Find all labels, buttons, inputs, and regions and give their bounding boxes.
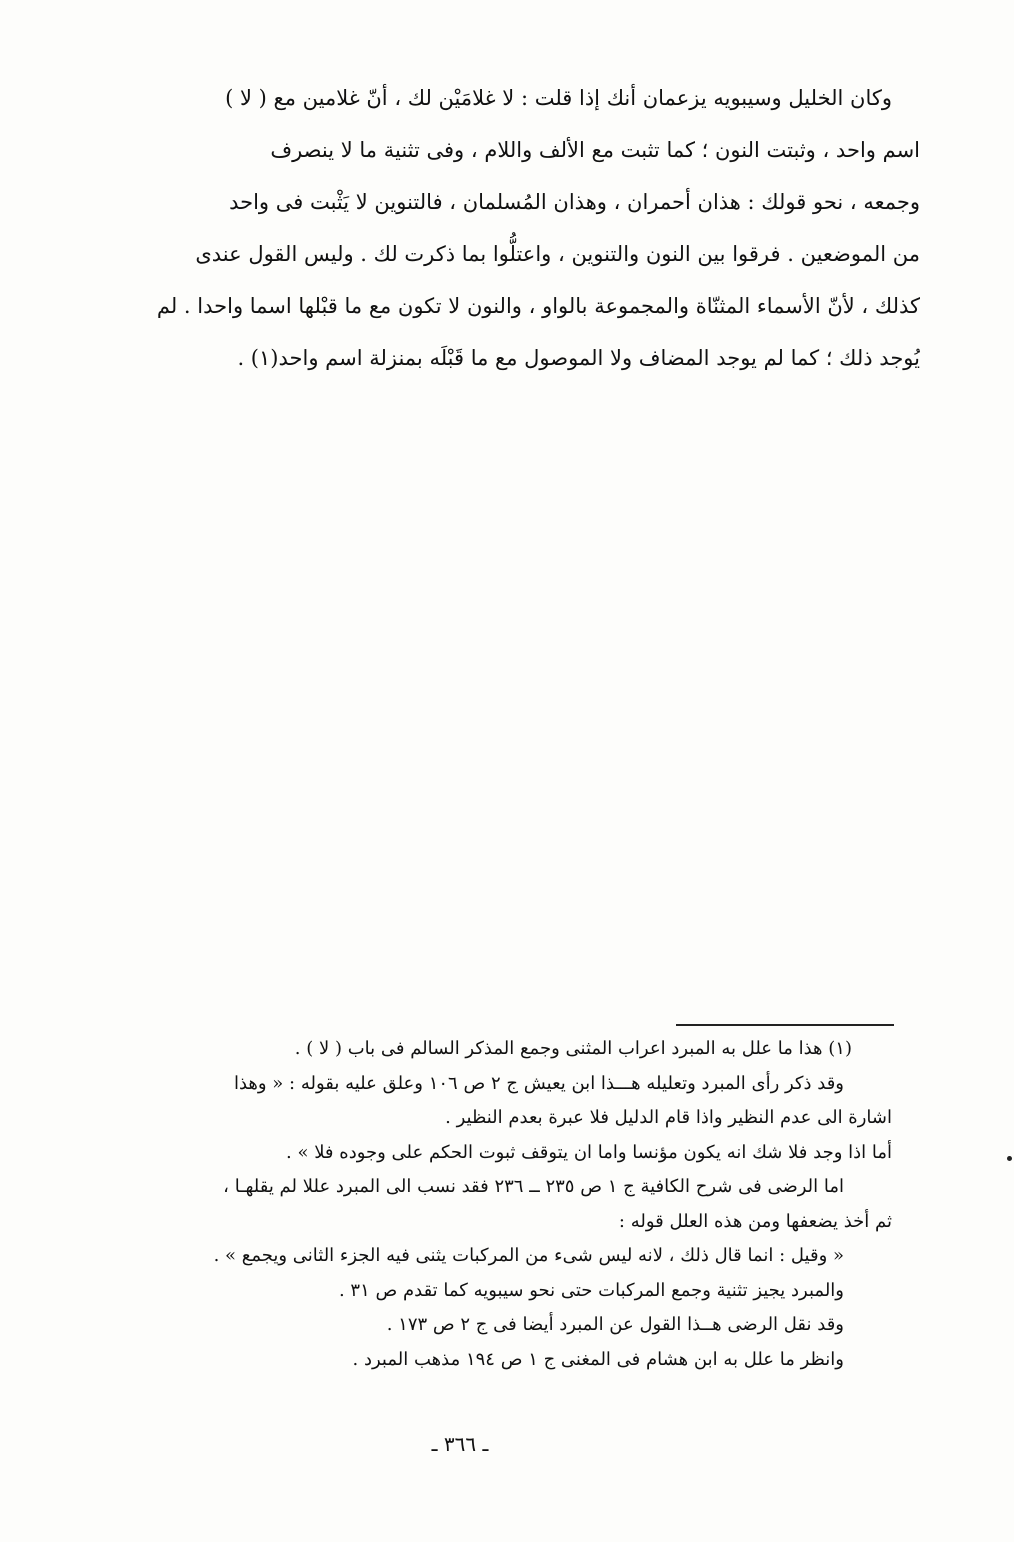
footnote-line-2: وقد ذكر رأى المبرد وتعليله هـــذا ابن يعيش ج ٢ ص ١٠٦ وعلق عليه بقوله : « وهذا (233, 1072, 844, 1094)
margin-dot-mark (1007, 1156, 1012, 1161)
footnote-line-4: أما اذا وجد فلا شك انه يكون مؤنسا واما ان يتوقف ثبوت الحكم على وجوده فلا » . (286, 1141, 892, 1163)
main-line-5: كذلك ، لأنّ الأسماء المثنّاة والمجموعة بالواو ، والنون لا تكون مع ما قبْلها اسما واحدا . لم (156, 294, 920, 318)
footnote-line-5: اما الرضى فى شرح الكافية ج ١ ص ٢٣٥ ــ ٢٣٦ فقد نسب الى المبرد عللا لم يقلهـا ، (223, 1176, 844, 1197)
footnotes-section (30, 1032, 892, 1377)
main-line-6: يُوجد ذلك ؛ كما لم يوجد المضاف ولا الموصول مع ما قَبْلَه بمنزلة اسم واحد(١) . (237, 346, 920, 370)
footnote-line-8: والمبرد يجيز تثنية وجمع المركبات حتى نحو سيبويه كما تقدم ص ٣١ . (338, 1279, 844, 1301)
main-line-4: من الموضعين . فرقوا بين النون والتنوين ، واعتلُّوا بما ذكرت لك . وليس القول عندى (195, 242, 920, 266)
footnote-line-7: « وقيل : انما قال ذلك ، لانه ليس شىء من المركبات يثنى فيه الجزء الثانى ويجمع » . (213, 1245, 844, 1266)
footnote-line-1: (١) هذا ما علل به المبرد اعراب المثنى وجمع المذكر السالم فى باب ( لا ) . (294, 1038, 852, 1059)
main-line-1: وكان الخليل وسيبويه يزعمان أنك إذا قلت : لا غلامَيْن لك ، أنّ غلامين مع ( لا ) (225, 86, 892, 110)
page-number: ـ ٣٦٦ ـ (431, 1432, 489, 1456)
footnote-separator-rule (676, 1024, 894, 1026)
footnote-line-10: وانظر ما علل به ابن هشام فى المغنى ج ١ ص ١٩٤ مذهب المبرد . (352, 1348, 844, 1370)
footnote-line-9: وقد نقل الرضى هــذا القول عن المبرد أيضا فى ج ٢ ص ١٧٣ . (386, 1314, 844, 1335)
main-line-3: وجمعه ، نحو قولك : هذان أحمران ، وهذان المُسلمان ، فالتنوين لا يَثْبت فى واحد (229, 190, 920, 214)
footnote-line-6: ثم أخذ يضعفها ومن هذه العلل قوله : (618, 1210, 892, 1232)
footnote-line-3: اشارة الى عدم النظير واذا قام الدليل فلا عبرة بعدم النظير . (445, 1107, 892, 1128)
main-line-2: اسم واحد ، وثبتت النون ؛ كما تثبت مع الألف واللام ، وفى تثنية ما لا ينصرف (270, 138, 920, 162)
main-paragraph (40, 72, 920, 384)
